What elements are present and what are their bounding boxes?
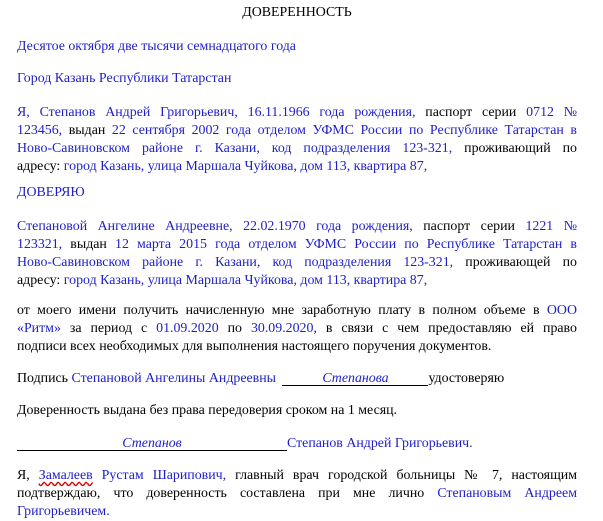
attest-suffix: удостоверяю (428, 371, 505, 386)
agent-paragraph (17, 218, 577, 290)
cert-text-b: подтверждаю, что доверенность составлена при мне лично (17, 486, 425, 501)
authority-period-label: за период с (69, 321, 148, 336)
cert-i: Я, (17, 468, 30, 483)
place-line: Город Казань Республики Татарстан (17, 71, 232, 86)
attest-name: Степановой Ангелины Андреевны (71, 371, 276, 386)
principal-paragraph (17, 104, 577, 176)
principal-signature-row (17, 435, 473, 453)
principal-passport-number: 123456, (17, 123, 63, 138)
agent-residing-b: адресу: (17, 273, 61, 288)
agent-issued-b: Ново-Савиновском районе г. Казани, код подразделения 123-321, (17, 255, 454, 270)
authority-text-c: подписи всех необходимых для выполнения настоящего поручения документов. (17, 339, 492, 354)
principal-issued-label: выдан (68, 123, 106, 138)
principal-issued-b: Ново-Савиновском районе г. Казани, код подразделения 123-321, (17, 141, 453, 156)
agent-signature: Степанова (322, 371, 389, 386)
authority-paragraph (17, 302, 577, 356)
attest-prefix: Подпись (17, 371, 69, 386)
cert-name2-a: Степановым Андреем (437, 486, 577, 501)
principal-residing-b: адресу: (17, 159, 61, 174)
authority-from: 01.09.2020 (156, 321, 219, 336)
agent-passport-label: паспорт серии (423, 219, 515, 234)
principal-name: Степанов Андрей Григорьевич, 16.11.1966 года рождения, (39, 105, 416, 120)
authority-to: 30.09.2020, (250, 321, 317, 336)
agent-passport-series: 1221 № (525, 219, 577, 234)
principal-i: Я, (17, 105, 30, 120)
agent-issued-label: выдан (70, 237, 107, 252)
agent-signature-line (282, 370, 428, 386)
authority-to-label: по (227, 321, 242, 336)
authority-org-b: «Ритм» (17, 321, 61, 336)
certification-paragraph (17, 467, 577, 521)
authority-text-b: в связи с чем предоставляю ей право (325, 321, 577, 336)
authority-org-a: ООО (546, 303, 577, 318)
agent-address: город Казань, улица Маршала Чуйкова, дом 113, квартира 87, (63, 273, 428, 288)
cert-text-a: главный врач городской больницы № 7, настоящим (235, 468, 577, 483)
principal-signature: Степанов (122, 436, 182, 451)
principal-signature-name: Степанов Андрей Григорьевич. (287, 436, 473, 451)
agent-issued-a: 12 марта 2015 года отделом УФМС России по Республике Татарстан в (115, 237, 577, 252)
signature-attestation (17, 370, 504, 388)
principal-residing-a: проживающий по (464, 141, 578, 156)
agent-name: Степановой Ангелине Андреевне, 22.02.1970 года рождения, (17, 219, 413, 234)
principal-passport-label: паспорт серии (425, 105, 517, 120)
agent-passport-number: 123321, (17, 237, 63, 252)
principal-signature-line (17, 435, 287, 451)
document-title: ДОВЕРЕННОСТЬ (242, 5, 352, 20)
trust-word: ДОВЕРЯЮ (17, 185, 85, 200)
date-line: Десятое октября две тысячи семнадцатого года (17, 39, 296, 54)
principal-address: город Казань, улица Маршала Чуйкова, дом 113, квартира 87, (63, 159, 428, 174)
terms-line: Доверенность выдана без права передоверия сроком на 1 месяц. (17, 403, 398, 418)
principal-passport-series: 0712 № (526, 105, 578, 120)
authority-text-a: от моего имени получить начисленную мне заработную плату в полном объеме в (17, 303, 540, 318)
cert-name: Замалеев Рустам Шарипович, (38, 468, 227, 483)
cert-name2-b: Григорьевичем. (17, 504, 110, 519)
principal-issued-a: 22 сентября 2002 года отделом УФМС России по Республике Татарстан в (111, 123, 577, 138)
agent-residing-a: проживающей по (465, 255, 578, 270)
